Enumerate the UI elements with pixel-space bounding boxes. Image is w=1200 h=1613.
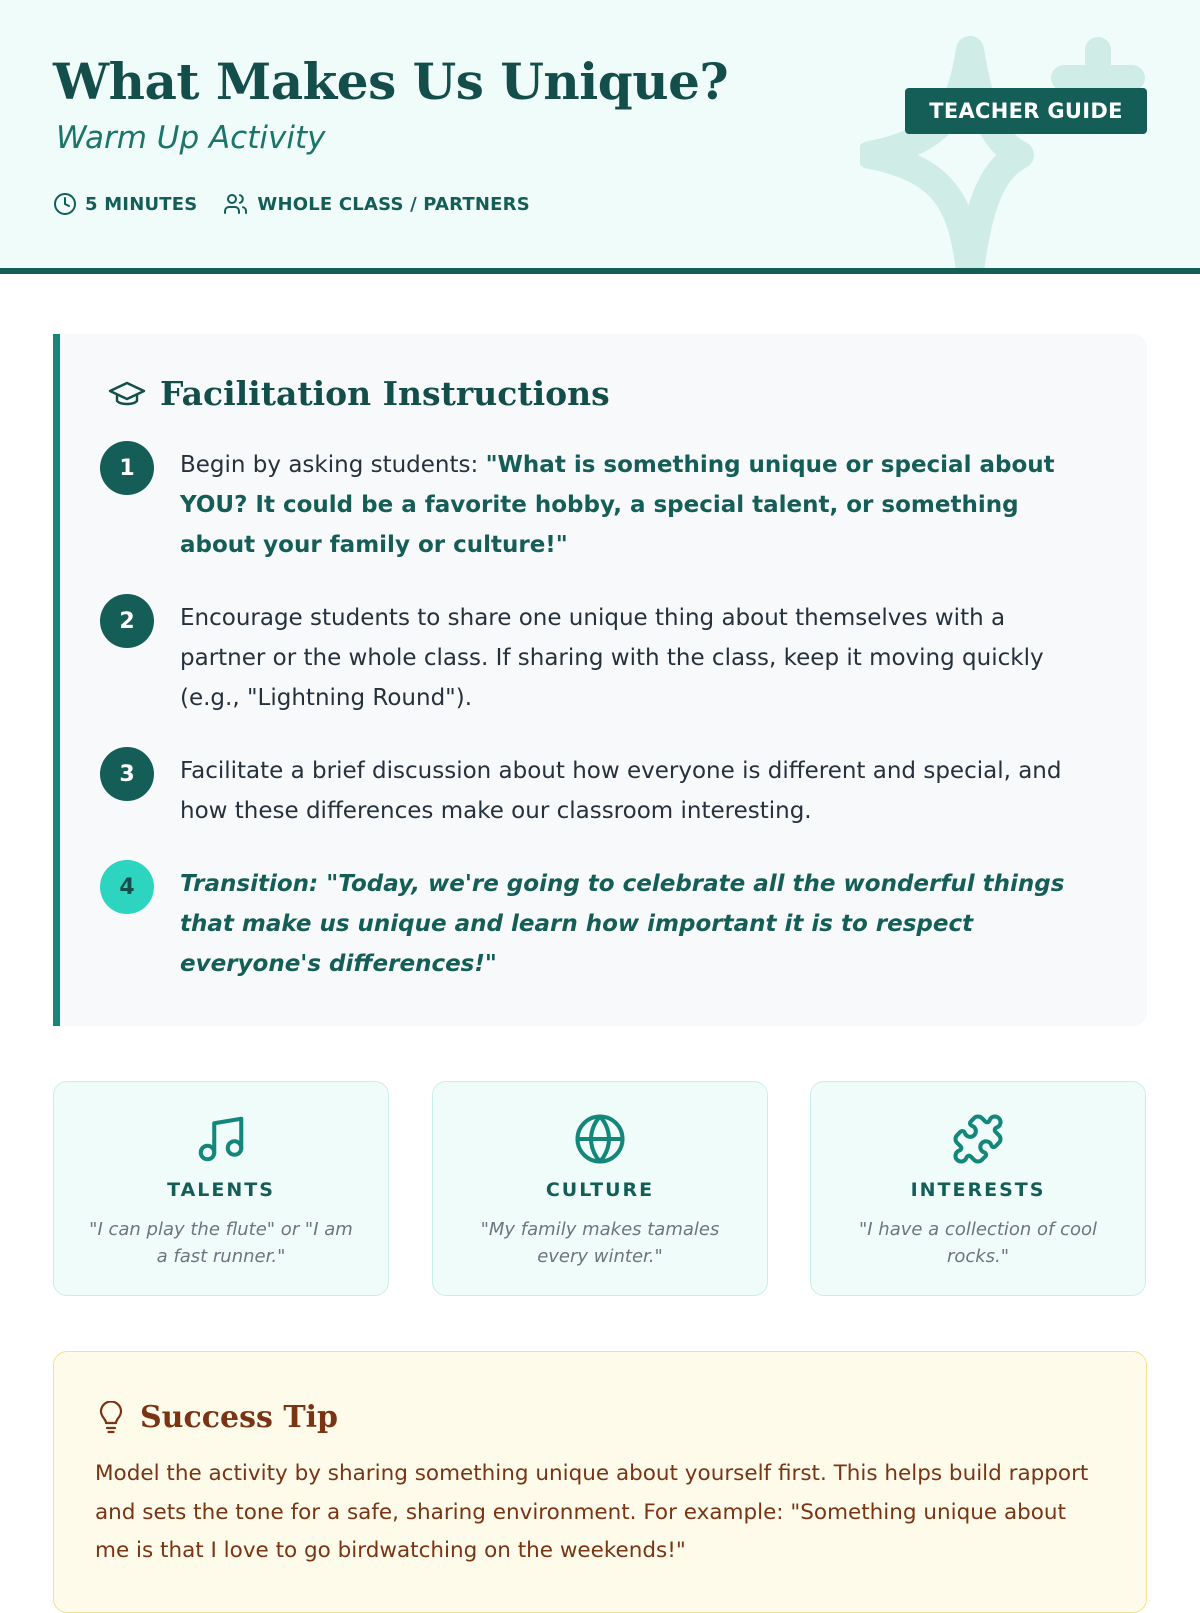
culture-card [432,1081,768,1296]
graduation-cap-icon [108,379,146,409]
grouping-meta [223,192,529,216]
success-tip-card [53,1351,1147,1613]
globe-icon [573,1112,627,1166]
page-subtitle: Warm Up Activity [56,120,326,156]
puzzle-icon [951,1112,1005,1166]
step-intro: Begin by asking students: [180,452,486,478]
step-number: 4 [100,860,154,914]
tip-title: Success Tip [140,1400,339,1435]
teacher-guide-badge: TEACHER GUIDE [905,88,1147,134]
instructions-title: Facilitation Instructions [160,374,610,413]
step-text: Facilitate a brief discussion about how everyone is different and special, and how these differences make our classroom interesting. [180,758,1062,824]
step-text [180,445,1090,565]
transition-text: Transition: "Today, we're going to celebrate all the wonderful things that make us unique and learn how important it is to respect everyone's differences!" [180,871,1065,977]
lightbulb-icon [98,1401,124,1435]
talents-card [53,1081,389,1296]
duration-meta [53,192,197,216]
duration-label: 5 MINUTES [85,193,198,215]
sparkle-plus-icon [860,30,1180,274]
tip-text: Model the activity by sharing something unique about yourself first. This helps build rapport and sets the tone for a safe, sharing environment. For example: "Something unique about me is that I love to go birdwatching on the weekends!" [95,1461,1089,1563]
step-question: "What is something unique or special about YOU? It could be a favorite hobby, a special talent, or something about your family or culture!" [180,452,1055,558]
tip-heading [98,1400,338,1435]
card-title: INTERESTS [910,1179,1046,1201]
card-icon-wrap [811,1112,1145,1166]
facilitation-instructions-card [53,334,1147,1026]
step-number: 2 [100,594,154,648]
card-quote: "I can play the flute" or "I am a fast runner." [89,1219,353,1267]
card-title: TALENTS [167,1179,275,1201]
card-icon-wrap [54,1112,388,1166]
card-quote: "My family makes tamales every winter." [480,1219,720,1267]
page-header [0,0,1200,274]
card-title: CULTURE [545,1179,655,1201]
clock-icon [53,192,77,216]
instructions-heading [108,374,610,413]
music-note-icon [194,1112,248,1166]
grouping-label: WHOLE CLASS / PARTNERS [257,193,530,215]
page-title: What Makes Us Unique? [53,52,729,111]
activity-meta [53,192,530,216]
card-icon-wrap [433,1112,767,1166]
step-number: 3 [100,747,154,801]
users-icon [223,192,249,216]
interests-card [810,1081,1146,1296]
step-text: Encourage students to share one unique thing about themselves with a partner or the whole class. If sharing with the class, keep it moving quickly (e.g., "Lightning Round"). [180,605,1044,711]
step-number: 1 [100,441,154,495]
card-quote: "I have a collection of cool rocks." [858,1219,1098,1267]
